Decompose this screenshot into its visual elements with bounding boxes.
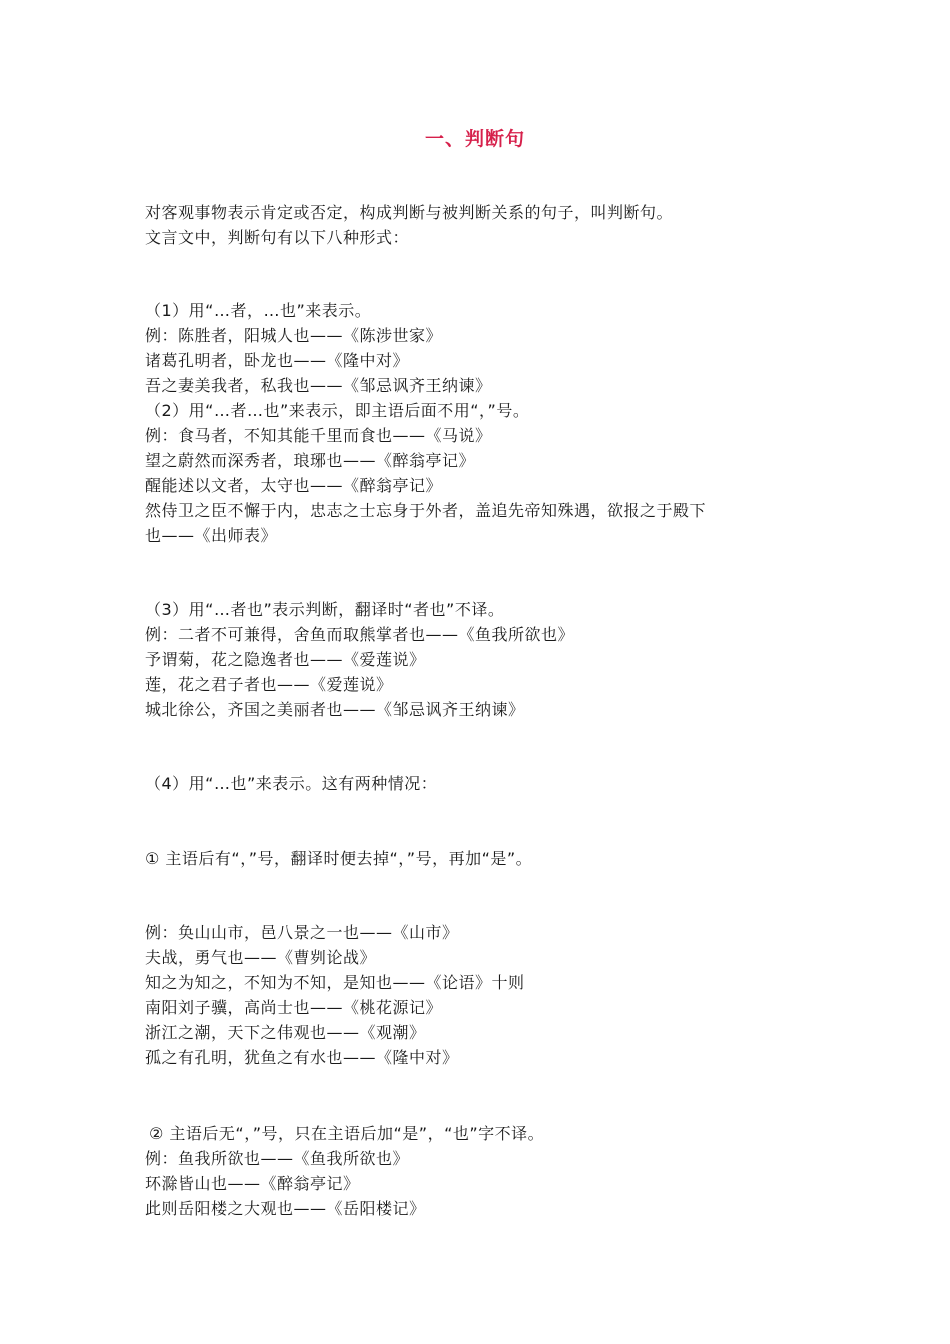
example-line: 也——《出师表》 <box>145 526 278 545</box>
example-line: 例：食马者，不知其能千里而食也——《马说》 <box>145 426 492 445</box>
example-line: 例：陈胜者，阳城人也——《陈涉世家》 <box>145 326 443 345</box>
section-title: 一、判断句 <box>424 128 525 150</box>
intro-definition: 对客观事物表示肯定或否定，构成判断与被判断关系的句子，叫判断句。 <box>145 203 674 222</box>
form-1-heading: （1）用“…者，…也”来表示。 <box>145 301 372 320</box>
example-line: 此则岳阳楼之大观也——《岳阳楼记》 <box>145 1199 426 1218</box>
example-line: 城北徐公，齐国之美丽者也——《邹忌讽齐王纳谏》 <box>145 700 525 719</box>
form-3-heading: （3）用“…者也”表示判断，翻译时“者也”不译。 <box>145 600 505 619</box>
example-line: 予谓菊，花之隐逸者也——《爱莲说》 <box>145 650 426 669</box>
example-line: 望之蔚然而深秀者，琅琊也——《醉翁亭记》 <box>145 451 476 470</box>
example-line: 莲，花之君子者也——《爱莲说》 <box>145 675 393 694</box>
case-1-heading: ① 主语后有“，”号，翻译时便去掉“，”号，再加“是”。 <box>145 849 533 868</box>
intro-forms: 文言文中，判断句有以下八种形式： <box>145 228 410 247</box>
form-2-heading: （2）用“…者…也”来表示，即主语后面不用“，”号。 <box>145 401 530 420</box>
example-line: 环滁皆山也——《醉翁亭记》 <box>145 1174 360 1193</box>
case-2-heading: ② 主语后无“，”号，只在主语后加“是”，“也”字不译。 <box>149 1124 545 1143</box>
example-line: 吾之妻美我者，私我也——《邹忌讽齐王纳谏》 <box>145 376 492 395</box>
example-line: 例：奂山山市，邑八景之一也——《山市》 <box>145 923 459 942</box>
example-line: 然侍卫之臣不懈于内，忠志之士忘身于外者，盖追先帝知殊遇，欲报之于殿下 <box>145 501 707 520</box>
example-line: 孤之有孔明，犹鱼之有水也——《隆中对》 <box>145 1048 459 1067</box>
example-line: 知之为知之，不知为不知，是知也——《论语》十则 <box>145 973 525 992</box>
example-line: 例：鱼我所欲也——《鱼我所欲也》 <box>145 1149 410 1168</box>
example-line: 夫战，勇气也——《曹刿论战》 <box>145 948 377 967</box>
example-line: 诸葛孔明者，卧龙也——《隆中对》 <box>145 351 410 370</box>
example-line: 浙江之潮，天下之伟观也——《观潮》 <box>145 1023 426 1042</box>
form-4-heading: （4）用“…也”来表示。这有两种情况： <box>145 774 438 793</box>
example-line: 例：二者不可兼得，舍鱼而取熊掌者也——《鱼我所欲也》 <box>145 625 575 644</box>
example-line: 南阳刘子骥，高尚士也——《桃花源记》 <box>145 998 443 1017</box>
example-line: 醒能述以文者，太守也——《醉翁亭记》 <box>145 476 443 495</box>
